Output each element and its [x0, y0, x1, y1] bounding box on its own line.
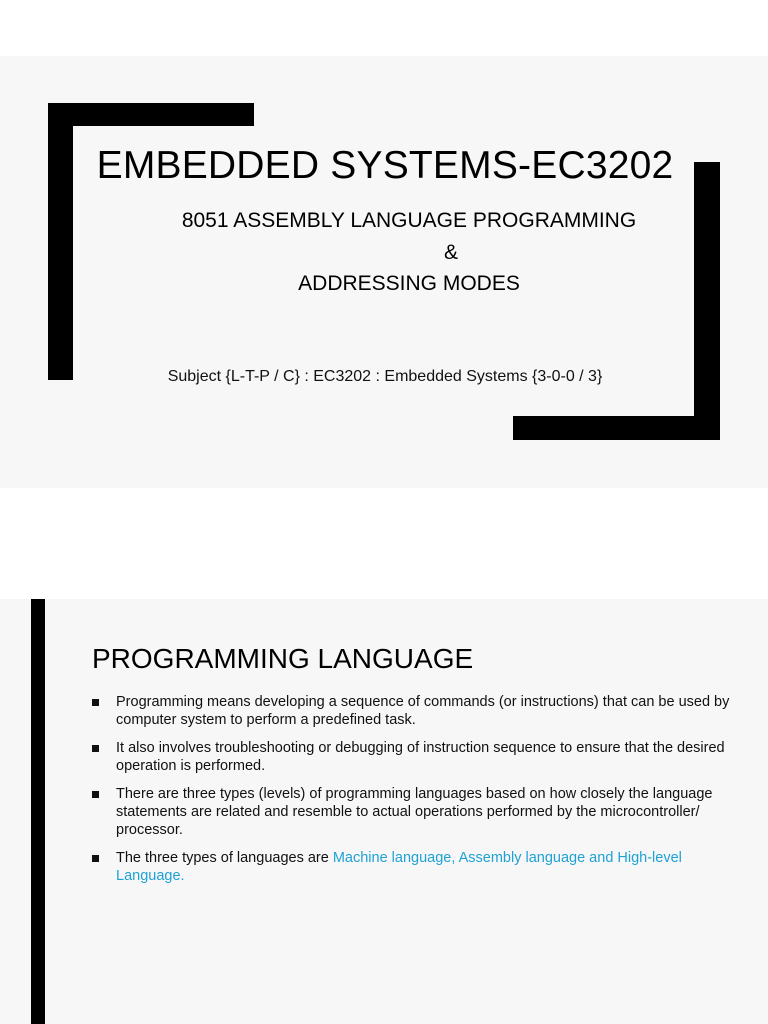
- square-bullet-icon: [92, 745, 99, 752]
- bullet-list: [92, 693, 752, 895]
- bullet-item: [92, 693, 752, 729]
- bullet-highlight-text: Machine language, Assembly language and High-level Language.: [116, 850, 682, 884]
- bullet-item: [92, 739, 752, 775]
- subject-line: Subject {L-T-P / C} : EC3202 : Embedded Systems {3-0-0 / 3}: [167, 368, 603, 385]
- bullet-text: The three types of languages are: [116, 850, 333, 866]
- bullet-text: It also involves troubleshooting or debugging of instruction sequence to ensure that the desired operation is performed.: [116, 740, 725, 774]
- title-slide: [0, 56, 768, 488]
- slide-title: EMBEDDED SYSTEMS-EC3202: [96, 144, 674, 187]
- bullet-item: [92, 849, 752, 885]
- bullet-text: Programming means developing a sequence of commands (or instructions) that can be used by computer system to perform a predefined task.: [116, 694, 730, 728]
- bullet-item: [92, 785, 752, 839]
- slide-heading: PROGRAMMING LANGUAGE: [92, 643, 474, 674]
- subtitle-line-3: ADDRESSING MODES: [298, 272, 520, 295]
- content-slide: [0, 599, 768, 1024]
- subtitle-ampersand: &: [443, 241, 458, 264]
- subtitle-line-1: 8051 ASSEMBLY LANGUAGE PROGRAMMING: [181, 209, 637, 232]
- bottom-right-bracket-vertical: [694, 162, 720, 440]
- square-bullet-icon: [92, 699, 99, 706]
- square-bullet-icon: [92, 791, 99, 798]
- square-bullet-icon: [92, 855, 99, 862]
- top-left-bracket-horizontal: [48, 103, 254, 126]
- bottom-right-bracket-horizontal: [513, 416, 720, 440]
- left-accent-bar: [31, 599, 45, 1024]
- bullet-text: There are three types (levels) of programming languages based on how closely the language statements are related and resemble to actual operations performed by the microcontroller/ processor.: [116, 786, 713, 838]
